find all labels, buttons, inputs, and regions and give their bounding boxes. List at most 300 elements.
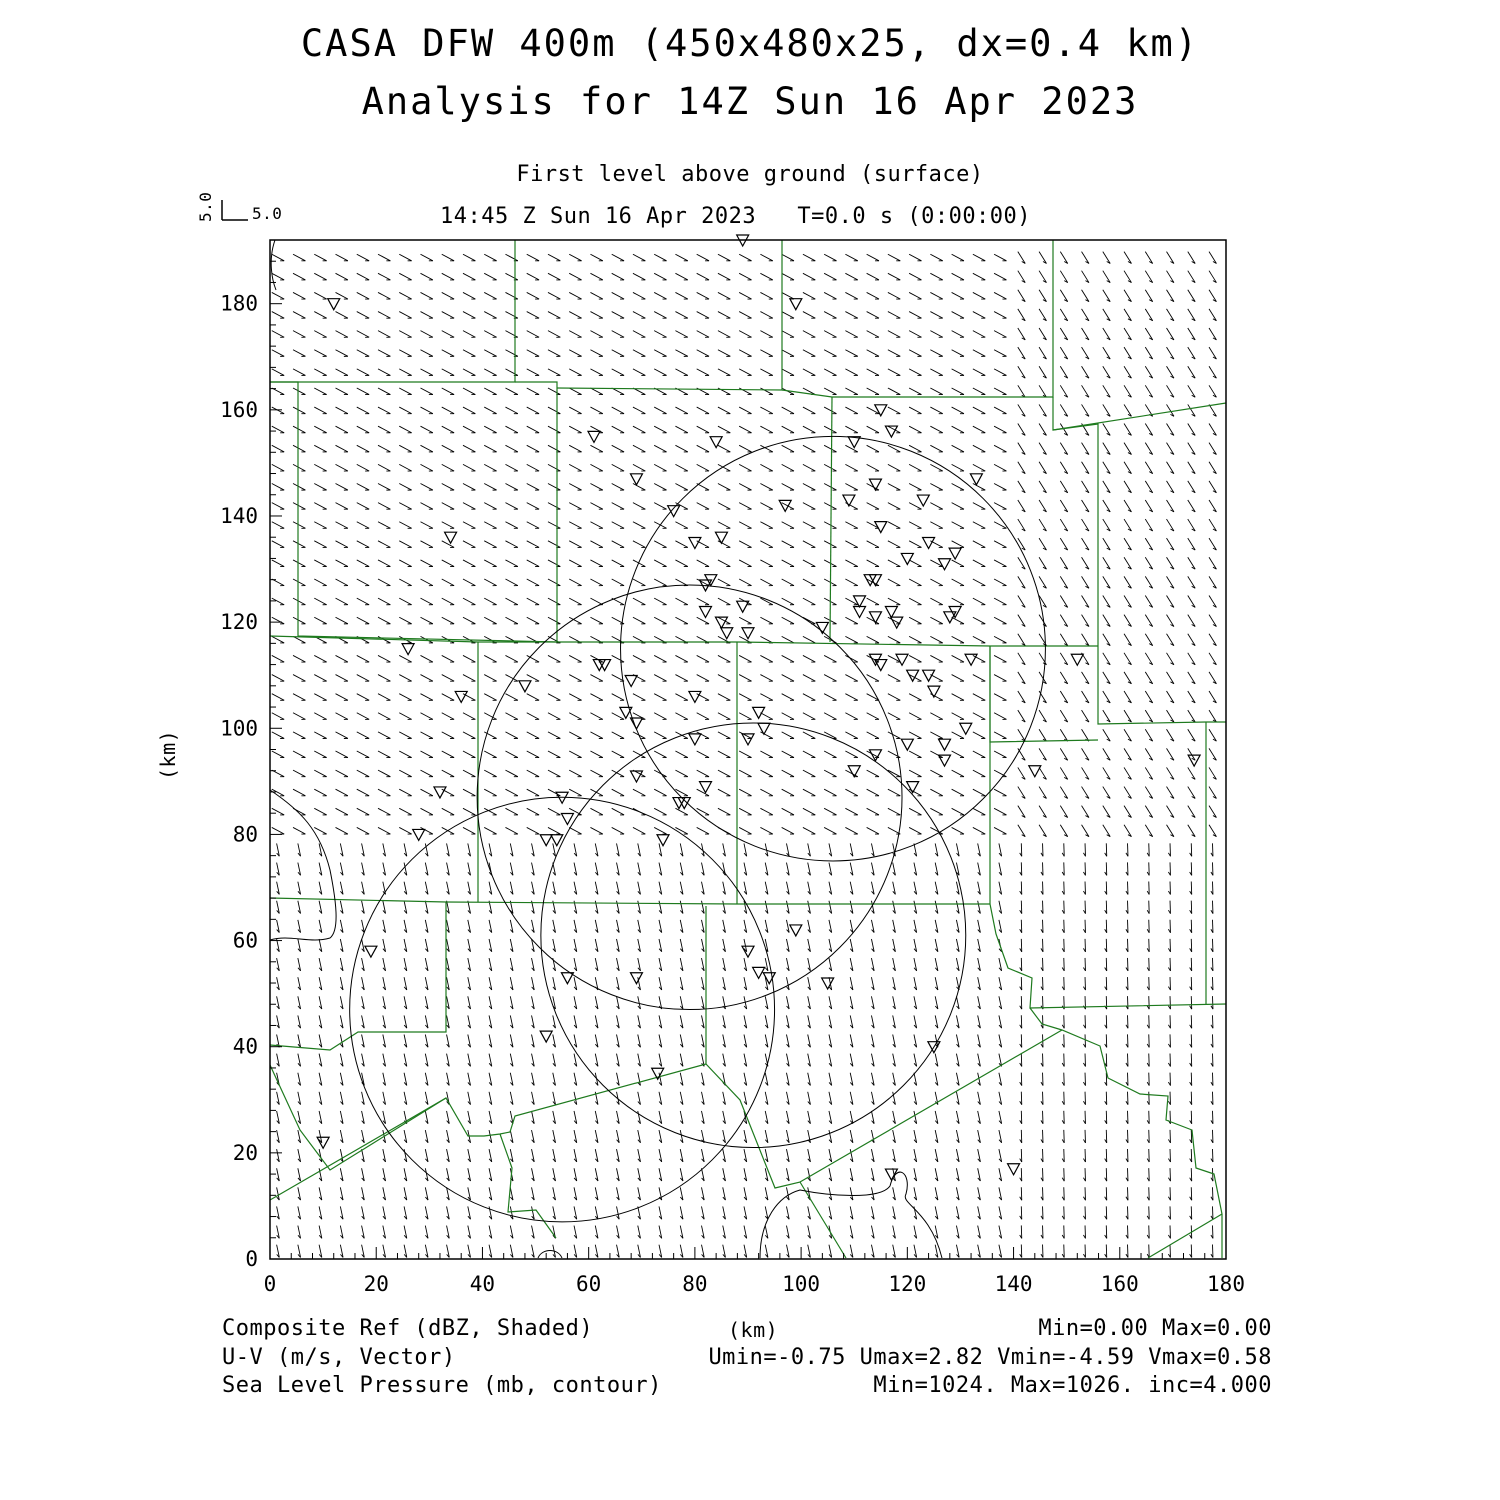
wind-vector <box>1124 328 1131 340</box>
wind-vector <box>1168 1130 1170 1143</box>
wind-vector <box>935 1206 938 1219</box>
wind-vector <box>808 863 811 876</box>
wind-vector <box>383 1168 386 1181</box>
wind-vector <box>1103 672 1110 684</box>
wind-vector <box>675 751 687 758</box>
wind-vector <box>1167 443 1174 455</box>
wind-vector <box>468 1206 471 1219</box>
wind-vector <box>744 977 747 990</box>
wind-vector <box>383 1245 386 1258</box>
wind-vector <box>378 273 390 280</box>
wind-vector <box>808 1149 811 1162</box>
wind-vector <box>1209 366 1216 378</box>
wind-vector <box>1103 462 1110 474</box>
wind-vector <box>845 751 857 758</box>
wind-vector <box>1082 748 1089 760</box>
wind-vector <box>1103 366 1110 378</box>
wind-vector <box>935 1111 938 1124</box>
wind-vector <box>850 1015 853 1028</box>
wind-vector <box>340 977 343 990</box>
wind-vector <box>1103 481 1110 493</box>
wind-vector <box>973 560 985 567</box>
wind-vector <box>633 579 645 586</box>
wind-vector <box>808 1168 811 1181</box>
wind-vector <box>548 598 560 605</box>
wind-vector <box>319 1206 322 1219</box>
wind-vector <box>378 713 390 720</box>
wind-vector <box>362 1245 365 1258</box>
wind-vector <box>527 808 539 815</box>
wind-vector <box>739 503 751 510</box>
wind-vector <box>553 1073 556 1086</box>
wind-vector <box>888 541 900 548</box>
wind-vector <box>590 522 602 529</box>
wind-vector <box>590 694 602 701</box>
wind-vector <box>675 350 687 357</box>
wind-vector <box>314 254 326 261</box>
wind-vector <box>272 369 284 376</box>
wind-vector <box>893 1187 896 1200</box>
wind-vector <box>824 808 836 815</box>
wind-vector <box>765 920 768 933</box>
wind-vector <box>956 1149 959 1162</box>
wind-vector <box>510 1092 513 1105</box>
wind-vector <box>824 503 836 510</box>
county-boundary <box>270 240 515 382</box>
wind-vector <box>803 713 815 720</box>
wind-vector <box>914 1168 917 1181</box>
wind-vector <box>1105 1168 1107 1181</box>
wind-vector <box>914 863 917 876</box>
wind-vector <box>1018 615 1025 627</box>
wind-vector <box>272 808 284 815</box>
wind-vector <box>612 292 624 299</box>
wind-vector <box>569 713 581 720</box>
wind-vector <box>590 484 602 491</box>
wind-vector <box>378 292 390 299</box>
wind-vector <box>527 694 539 701</box>
wind-vector <box>340 1092 343 1105</box>
wind-vector <box>463 522 475 529</box>
wind-vector <box>1041 920 1043 933</box>
wind-vector <box>1082 366 1089 378</box>
wind-vector <box>765 1245 768 1258</box>
wind-vector <box>909 827 921 834</box>
wind-vector <box>718 541 730 548</box>
wind-vector <box>803 694 815 701</box>
wind-vector <box>973 369 985 376</box>
wind-vector <box>808 958 811 971</box>
wind-vector <box>1211 1187 1213 1200</box>
wind-vector <box>319 1015 322 1028</box>
wind-vector <box>378 464 390 471</box>
wind-vector <box>994 694 1006 701</box>
wind-vector <box>548 503 560 510</box>
wind-vector <box>463 713 475 720</box>
wind-vector <box>420 560 432 567</box>
wind-vector <box>362 1226 365 1239</box>
wind-vector <box>654 503 666 510</box>
wind-vector <box>739 751 751 758</box>
wind-vector <box>782 694 794 701</box>
wind-vector <box>574 1092 577 1105</box>
wind-vector <box>952 751 964 758</box>
wind-vector <box>569 292 581 299</box>
wind-vector <box>447 1073 450 1086</box>
wind-vector <box>1124 653 1131 665</box>
wind-vector <box>1060 309 1067 321</box>
wind-vector <box>484 407 496 414</box>
wind-vector <box>1105 1034 1107 1047</box>
wind-vector-field <box>272 252 1217 1258</box>
wind-vector <box>1147 1015 1149 1028</box>
wind-vector <box>702 958 705 971</box>
wind-vector <box>595 843 598 856</box>
wind-vector <box>1060 767 1067 779</box>
wind-vector <box>994 636 1006 643</box>
wind-vector <box>675 464 687 471</box>
wind-vector <box>463 503 475 510</box>
wind-vector <box>463 464 475 471</box>
wind-vector <box>786 1054 789 1067</box>
wind-vector <box>1167 710 1174 722</box>
wind-vector <box>319 882 322 895</box>
wind-vector <box>574 1111 577 1124</box>
wind-vector <box>569 522 581 529</box>
wind-vector <box>999 1035 1002 1048</box>
wind-vector <box>1124 787 1131 799</box>
wind-vector <box>1126 1168 1128 1181</box>
wind-vector <box>1168 1015 1170 1028</box>
wind-vector <box>1124 309 1131 321</box>
county-boundary <box>830 397 832 642</box>
wind-vector <box>633 694 645 701</box>
wind-vector <box>1190 1168 1192 1181</box>
wind-vector <box>930 388 942 395</box>
wind-vector <box>447 901 450 914</box>
wind-vector <box>612 445 624 452</box>
wind-vector <box>697 312 709 319</box>
wind-vector <box>319 1073 322 1086</box>
wind-vector <box>638 1206 641 1219</box>
wind-vector <box>442 808 454 815</box>
wind-vector <box>1062 862 1064 875</box>
wind-vector <box>718 598 730 605</box>
wind-vector <box>824 770 836 777</box>
wind-vector <box>1190 1015 1192 1028</box>
wind-vector <box>952 808 964 815</box>
wind-vector <box>654 751 666 758</box>
wind-vector <box>909 426 921 433</box>
wind-vector <box>994 617 1006 624</box>
wind-vector <box>638 920 641 933</box>
wind-vector <box>1105 862 1107 875</box>
wind-vector <box>314 350 326 357</box>
wind-vector <box>463 598 475 605</box>
wind-vector <box>298 1187 301 1200</box>
wind-vector <box>973 789 985 796</box>
wind-vector <box>871 1149 874 1162</box>
wind-vector <box>272 273 284 280</box>
wind-vector <box>697 598 709 605</box>
wind-vector <box>1082 672 1089 684</box>
wind-vector <box>824 350 836 357</box>
wind-vector <box>1041 1111 1043 1124</box>
wind-vector <box>272 254 284 261</box>
y-tick-label: 20 <box>232 1140 258 1165</box>
wind-vector <box>442 732 454 739</box>
wind-vector <box>1124 767 1131 779</box>
wind-vector <box>782 407 794 414</box>
wind-vector <box>956 1206 959 1219</box>
wind-vector <box>1018 557 1025 569</box>
wind-vector <box>1103 691 1110 703</box>
station-marker <box>689 538 701 549</box>
wind-vector <box>994 541 1006 548</box>
wind-vector <box>378 789 390 796</box>
wind-vector <box>1126 1092 1128 1105</box>
wind-vector <box>569 789 581 796</box>
wind-vector <box>336 273 348 280</box>
wind-vector <box>532 1111 535 1124</box>
wind-vector <box>1041 901 1043 914</box>
wind-vector <box>1018 672 1025 684</box>
wind-vector <box>1083 977 1085 990</box>
wind-vector <box>357 713 369 720</box>
wind-vector <box>340 901 343 914</box>
wind-vector <box>871 843 874 856</box>
wind-vector <box>532 1054 535 1067</box>
wind-vector <box>425 1073 428 1086</box>
wind-vector <box>1062 1168 1064 1181</box>
station-marker <box>721 628 733 639</box>
wind-vector <box>505 617 517 624</box>
wind-vector <box>617 1168 620 1181</box>
wind-vector <box>850 843 853 856</box>
county-boundary <box>990 904 1226 1008</box>
wind-vector <box>1082 252 1089 264</box>
wind-vector <box>1167 767 1174 779</box>
wind-vector <box>675 484 687 491</box>
wind-vector <box>808 1054 811 1067</box>
wind-vector <box>909 770 921 777</box>
wind-vector <box>1188 385 1195 397</box>
wind-vector <box>867 464 879 471</box>
wind-vector <box>702 1092 705 1105</box>
wind-vector <box>1039 767 1046 779</box>
wind-vector <box>1020 1225 1022 1238</box>
wind-vector <box>867 388 879 395</box>
wind-vector <box>680 1073 683 1086</box>
wind-vector <box>760 292 772 299</box>
wind-vector <box>293 464 305 471</box>
wind-vector <box>999 1111 1002 1124</box>
wind-vector <box>1145 385 1152 397</box>
wind-vector <box>1190 1130 1192 1143</box>
wind-vector <box>1062 1130 1064 1143</box>
wind-vector <box>871 1226 874 1239</box>
wind-vector <box>463 407 475 414</box>
wind-vector <box>956 996 959 1009</box>
wind-vector <box>1147 1092 1149 1105</box>
wind-vector <box>930 350 942 357</box>
wind-vector <box>697 254 709 261</box>
wind-vector <box>739 331 751 338</box>
wind-vector <box>442 484 454 491</box>
wind-vector <box>1018 385 1025 397</box>
wind-vector <box>760 560 772 567</box>
wind-vector <box>362 977 365 990</box>
wind-vector <box>824 254 836 261</box>
wind-vector <box>1188 500 1195 512</box>
wind-vector <box>463 369 475 376</box>
wind-vector <box>1190 939 1192 952</box>
wind-vector <box>1211 939 1213 952</box>
wind-vector <box>760 694 772 701</box>
wind-vector <box>298 901 301 914</box>
wind-vector <box>293 541 305 548</box>
wind-vector <box>314 522 326 529</box>
wind-vector <box>978 1245 981 1258</box>
wind-vector <box>1060 366 1067 378</box>
wind-vector <box>1103 309 1110 321</box>
wind-vector <box>633 541 645 548</box>
wind-vector <box>1209 748 1216 760</box>
wind-vector <box>298 1226 301 1239</box>
wind-vector <box>612 369 624 376</box>
wind-vector <box>1188 825 1195 837</box>
wind-vector <box>909 464 921 471</box>
wind-vector <box>893 882 896 895</box>
wind-vector <box>1060 462 1067 474</box>
wind-vector <box>697 675 709 682</box>
station-marker <box>630 474 642 485</box>
wind-vector <box>739 789 751 796</box>
wind-vector <box>1103 443 1110 455</box>
wind-vector <box>293 789 305 796</box>
wind-vector <box>633 503 645 510</box>
wind-vector <box>803 292 815 299</box>
wind-vector <box>399 292 411 299</box>
wind-vector <box>272 617 284 624</box>
wind-vector <box>336 789 348 796</box>
wind-vector <box>617 1226 620 1239</box>
wind-vector <box>1018 787 1025 799</box>
wind-vector <box>1105 958 1107 971</box>
station-marker <box>365 946 377 957</box>
wind-vector <box>378 407 390 414</box>
wind-vector <box>1020 1034 1022 1047</box>
wind-vector <box>489 1073 492 1086</box>
wind-vector <box>718 751 730 758</box>
wind-vector <box>659 1015 662 1028</box>
wind-vector <box>1103 825 1110 837</box>
wind-vector <box>786 863 789 876</box>
wind-vector <box>484 617 496 624</box>
wind-vector <box>425 1111 428 1124</box>
wind-vector <box>1083 1206 1085 1219</box>
wind-vector <box>1082 634 1089 646</box>
wind-vector <box>994 713 1006 720</box>
wind-vector <box>1041 862 1043 875</box>
wind-vector <box>1168 958 1170 971</box>
wind-vector <box>1188 538 1195 550</box>
wind-vector <box>362 996 365 1009</box>
wind-vector <box>484 369 496 376</box>
wind-vector <box>782 369 794 376</box>
wind-vector <box>574 882 577 895</box>
wind-vector <box>1145 634 1152 646</box>
wind-vector <box>1209 500 1216 512</box>
wind-vector <box>595 1035 598 1048</box>
wind-vector <box>442 464 454 471</box>
wind-vector <box>463 312 475 319</box>
wind-vector <box>1147 1206 1149 1219</box>
wind-vector <box>1167 787 1174 799</box>
wind-vector <box>782 636 794 643</box>
wind-vector <box>1211 920 1213 933</box>
wind-vector <box>378 675 390 682</box>
wind-vector <box>952 407 964 414</box>
wind-vector <box>463 273 475 280</box>
wind-vector <box>638 1149 641 1162</box>
wind-vector <box>510 977 513 990</box>
wind-vector <box>654 464 666 471</box>
wind-vector <box>463 789 475 796</box>
wind-vector <box>845 675 857 682</box>
wind-vector <box>867 331 879 338</box>
wind-vector <box>399 464 411 471</box>
wind-vector <box>510 1245 513 1258</box>
wind-vector <box>505 579 517 586</box>
wind-vector <box>425 1226 428 1239</box>
wind-vector <box>1211 977 1213 990</box>
wind-vector <box>574 1168 577 1181</box>
wind-vector <box>935 1245 938 1258</box>
wind-vector <box>1060 271 1067 283</box>
wind-vector <box>845 254 857 261</box>
wind-vector <box>1124 672 1131 684</box>
wind-vector <box>420 751 432 758</box>
wind-vector <box>1060 481 1067 493</box>
wind-vector <box>425 1130 428 1143</box>
wind-vector <box>1018 424 1025 436</box>
wind-vector <box>1105 1149 1107 1162</box>
wind-vector <box>442 598 454 605</box>
wind-vector <box>930 598 942 605</box>
wind-vector <box>845 484 857 491</box>
wind-vector <box>1060 634 1067 646</box>
wind-vector <box>1105 843 1107 856</box>
wind-vector <box>1039 519 1046 531</box>
wind-vector <box>935 1015 938 1028</box>
wind-vector <box>298 1149 301 1162</box>
wind-vector <box>978 1054 981 1067</box>
wind-vector <box>654 407 666 414</box>
wind-vector <box>447 1035 450 1048</box>
wind-vector <box>1062 1092 1064 1105</box>
wind-vector <box>994 789 1006 796</box>
wind-vector <box>527 369 539 376</box>
wind-vector <box>617 939 620 952</box>
x-axis-label: (km) <box>728 1318 779 1342</box>
wind-vector <box>1209 691 1216 703</box>
wind-vector <box>867 503 879 510</box>
wind-vector <box>383 996 386 1009</box>
wind-vector <box>786 1226 789 1239</box>
wind-vector <box>999 1168 1002 1181</box>
wind-vector <box>1188 634 1195 646</box>
